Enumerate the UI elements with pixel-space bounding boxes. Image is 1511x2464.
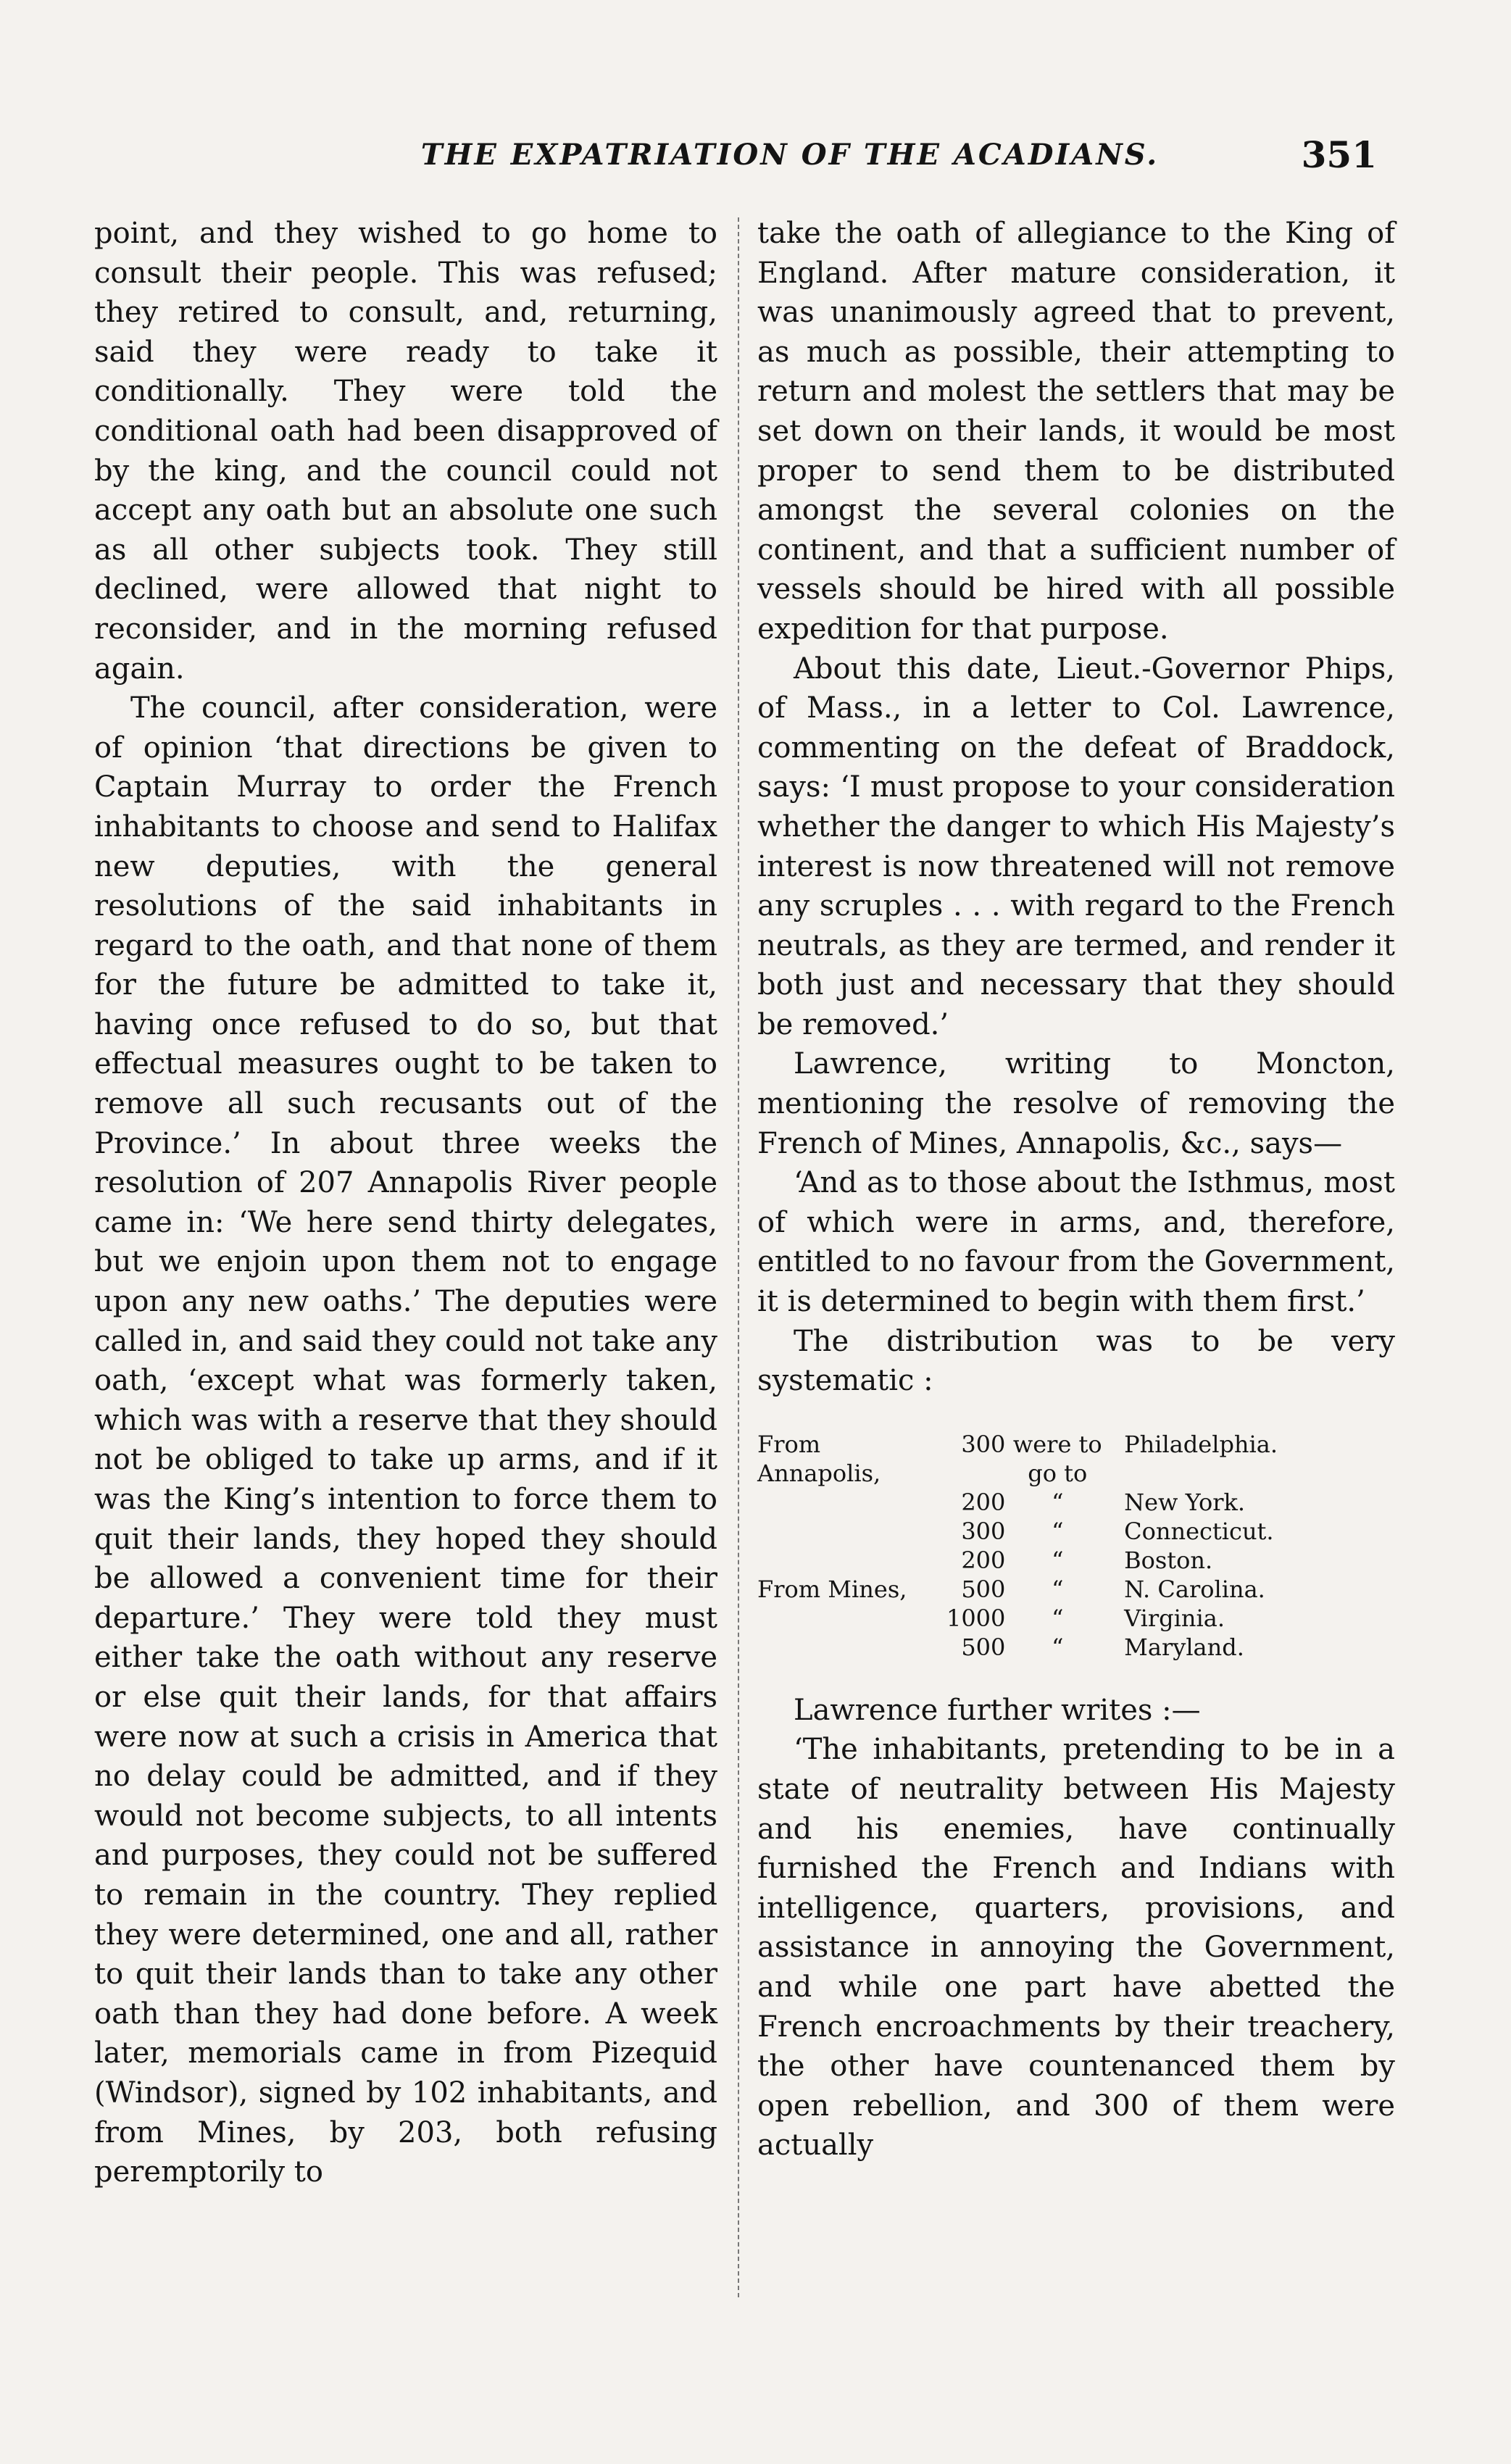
ditto-cell: “ — [1052, 1633, 1064, 1661]
ditto-cell: were to go to — [1012, 1430, 1102, 1487]
ditto-cell: “ — [1052, 1604, 1064, 1632]
count-cell: 1000 — [946, 1604, 1006, 1632]
distribution-table — [757, 1430, 1395, 1662]
destination-cell: Maryland. — [1124, 1633, 1244, 1661]
paragraph: Lawrence, writing to Moncton, mentioning the resolve of removing the French of Mines, Annapolis, &c., says— — [757, 1047, 1395, 1160]
table-row — [757, 1488, 1395, 1517]
paragraph: point, and they wished to go home to consult their people. This was refused; they retired to consult, and, returning, said they were ready to take it conditionally. They were told the conditional oath had been disapproved of by the king, and the council could not accept any oath but an absolute one such as all other subjects took. They still declined, were allowed that night to reconsider, and in the morning refused again. — [94, 217, 717, 686]
left-column — [94, 214, 717, 2192]
paragraph: Lawrence further writes :— — [794, 1693, 1201, 1727]
destination-cell: Boston. — [1124, 1546, 1213, 1574]
count-cell: 300 — [961, 1517, 1006, 1545]
column-divider — [738, 217, 739, 2297]
count-cell: 500 — [961, 1633, 1006, 1661]
destination-cell: Virginia. — [1124, 1604, 1225, 1632]
destination-cell: Philadelphia. — [1124, 1430, 1278, 1458]
right-column — [757, 214, 1395, 2165]
ditto-cell: “ — [1052, 1546, 1064, 1574]
paragraph: ‘The inhabitants, pretending to be in a state of neutrality between His Majesty and his enemies, have continually furnished the French and Indians with intelligence, quarters, provisions, and assistance in annoying the Government, and while one part have abetted the French encroachments by their treachery, the other have countenanced them by open rebellion, and 300 of them were actually — [757, 1733, 1395, 2163]
paragraph: The council, after consideration, were of opinion ‘that directions be given to Captain Murray to order the French inhabitants to choose and send to Halifax new deputies, with the general resolutions of the said inhabitants in regard to the oath, and that none of them for the future be admitted to take it, having once refused to do so, but that effectual measures ought to be taken to remove all such recusants out of the Province.’ In about three weeks the resolution of 207 Annapolis River people came in: ‘We here send thirty delegates, but we enjoin upon them not to engage upon any new oaths.’ The deputies were called in, and said they could not take any oath, ‘except what was formerly taken, which was with a reserve that they should not be obliged to take up arms, and if it was the King’s intention to force them to quit their lands, they hoped they should be allowed a convenient time for their departure.’ They were told they must either take the oath without any reserve or else quit their lands, for that affairs were now at such a crisis in America that no delay could be admitted, and if they would not become subjects, to all intents and purposes, they could not be suffered to remain in the country. They replied they were determined, one and all, rather to quit their lands than to take any other oath than they had done before. A week later, memorials came in from Pizequid (Windsor), signed by 102 inhabitants, and from Mines, by 203, both refusing peremptorily to — [94, 691, 717, 2189]
table-row — [757, 1517, 1395, 1546]
running-title: THE EXPATRIATION OF THE ACADIANS. — [420, 138, 1160, 172]
count-cell: 300 — [961, 1430, 1006, 1458]
origin-cell: From Mines, — [757, 1575, 907, 1603]
ditto-cell: “ — [1052, 1517, 1064, 1545]
count-cell: 200 — [961, 1546, 1006, 1574]
table-row — [757, 1575, 1395, 1604]
table-row — [757, 1633, 1395, 1662]
destination-cell: N. Carolina. — [1124, 1575, 1265, 1603]
count-cell: 500 — [961, 1575, 1006, 1603]
table-row — [757, 1604, 1395, 1633]
origin-cell — [757, 1488, 946, 1517]
paragraph: The distribution was to be very systematic : — [757, 1324, 1395, 1398]
destination-cell: Connecticut. — [1124, 1517, 1274, 1545]
ditto-cell: “ — [1052, 1575, 1064, 1603]
paragraph: ‘And as to those about the Isthmus, most of which were in arms, and, therefore, entitled to no favour from the Government, it is determined to begin with them first.’ — [757, 1166, 1395, 1319]
ditto-cell: “ — [1052, 1488, 1064, 1516]
count-cell: 200 — [961, 1488, 1006, 1516]
paragraph: About this date, Lieut.-Governor Phips, of Mass., in a letter to Col. Lawrence, commenting on the defeat of Braddock, says: ‘I must propose to your consideration whether the danger to which His Majesty’s interest is now threatened will not remove any scruples . . . with regard to the French neutrals, as they are termed, and render it both just and necessary that they should be removed.’ — [757, 652, 1395, 1041]
page-number: 351 — [1301, 133, 1377, 176]
paragraph: take the oath of allegiance to the King of England. After mature consideration, it was unanimously agreed that to prevent, as much as possible, their attempting to return and molest the settlers that may be set down on their lands, it would be most proper to send them to be distributed amongst the several colonies on the continent, and that a sufficient number of vessels should be hired with all possible expedition for that purpose. — [757, 217, 1395, 646]
origin-cell — [757, 1633, 946, 1662]
origin-cell: From Annapolis, — [757, 1430, 881, 1487]
destination-cell: New York. — [1124, 1488, 1246, 1516]
table-row — [757, 1430, 1395, 1488]
origin-cell — [757, 1546, 946, 1575]
table-row — [757, 1546, 1395, 1575]
origin-cell — [757, 1517, 946, 1546]
origin-cell — [757, 1604, 946, 1633]
page-header — [101, 133, 1406, 188]
